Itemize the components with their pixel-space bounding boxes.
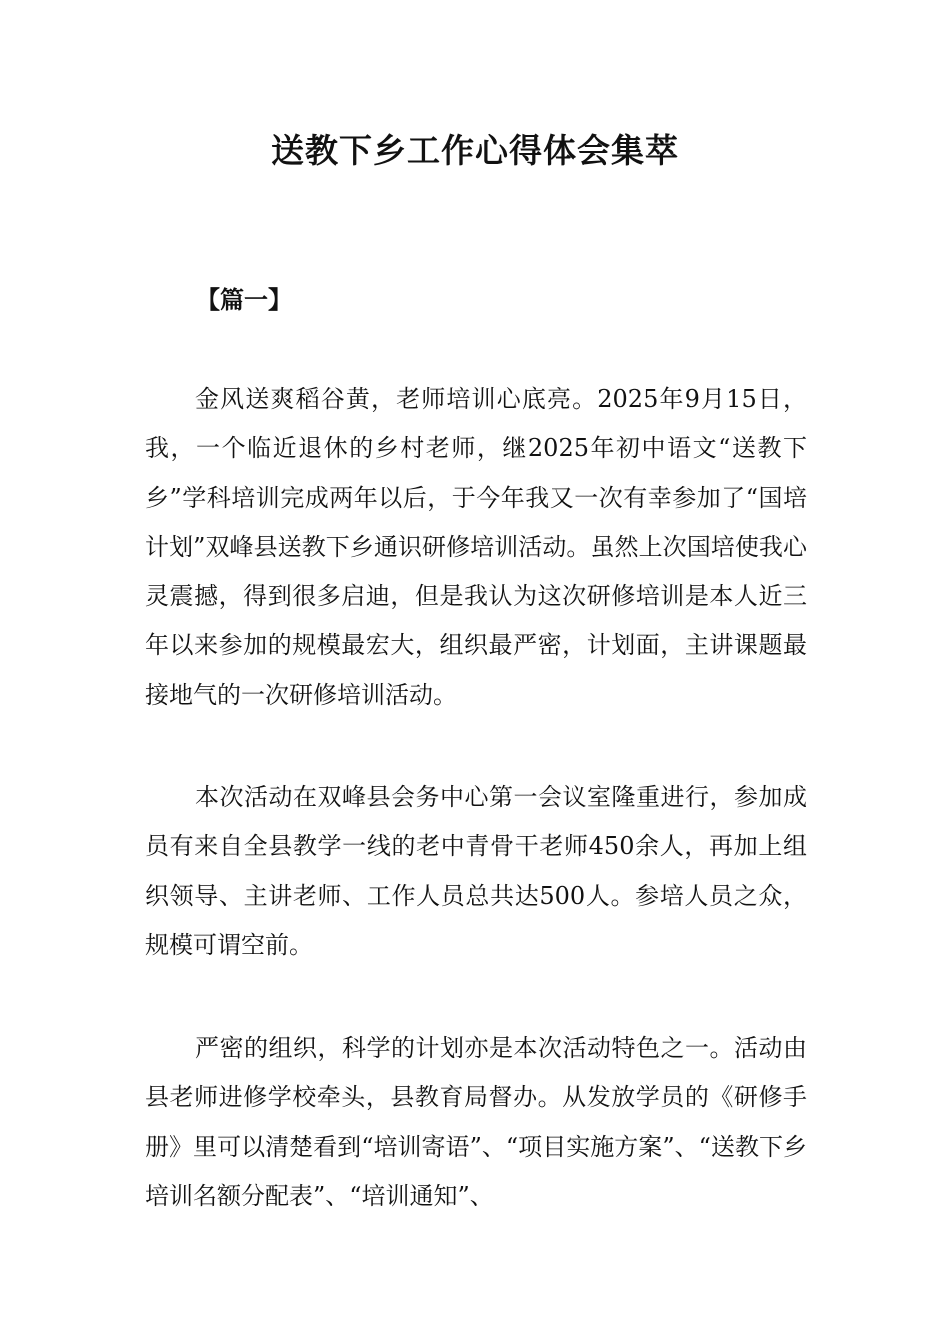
section-label: 【篇一】 [196, 285, 292, 314]
document-title: 送教下乡工作心得体会集萃 [271, 131, 679, 170]
paragraph: 严密的组织，科学的计划亦是本次活动特色之一。活动由县老师进修学校牵头，县教育局督办。从发放学员的《研修手册》里可以清楚看到“培训寄语”、“项目实施方案”、“送教下乡培训名额分配表”、“培训通知”、 [145, 1034, 807, 1210]
paragraph: 金风送爽稻谷黄，老师培训心底亮。2025年9月15日，我，一个临近退休的乡村老师，继2025年初中语文“送教下乡”学科培训完成两年以后，于今年我又一次有幸参加了“国培计划”双峰县送教下乡通识研修培训活动。虽然上次国培使我心灵震撼，得到很多启迪，但是我认为这次研修培训是本人近三年以来参加的规模最宏大，组织最严密，计划面，主讲课题最接地气的一次研修培训活动。 [145, 385, 807, 709]
paragraph: 本次活动在双峰县会务中心第一会议室隆重进行，参加成员有来自全县教学一线的老中青骨干老师450余人，再加上组织领导、主讲老师、工作人员总共达500人。参培人员之众，规模可谓空前。 [145, 783, 807, 959]
